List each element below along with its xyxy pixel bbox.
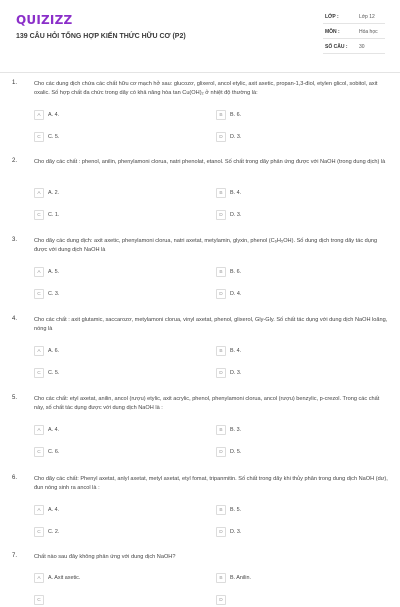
option-text: A. 4.	[48, 507, 60, 513]
option-text: B. Anilin.	[230, 575, 251, 581]
option-a[interactable]	[34, 573, 194, 585]
option-a[interactable]	[34, 346, 194, 358]
option-text: D. 3.	[230, 134, 242, 140]
option-text: B. 5.	[230, 507, 242, 513]
question-text: Cho các chất : axit glutamic, saccarozơ, metylamoni clorua, vinyl axetat, phenol, glixerol, Gly-Gly. Số chất tác dụng với dung dịch NaOH loãng, nóng là	[34, 317, 388, 332]
option-b[interactable]	[216, 505, 376, 517]
option-d[interactable]	[216, 527, 376, 539]
question-number: 3.	[12, 237, 18, 243]
option-b[interactable]	[216, 573, 376, 585]
option-c[interactable]	[34, 289, 194, 301]
option-letter-box: A	[34, 267, 44, 277]
option-letter-box: B	[216, 573, 226, 583]
quizizz-logo: QUIZIZZ	[16, 13, 73, 27]
option-d[interactable]	[216, 595, 376, 607]
option-text: D. 3.	[230, 370, 242, 376]
option-d[interactable]	[216, 368, 376, 380]
option-a[interactable]	[34, 425, 194, 437]
option-letter-box: A	[34, 573, 44, 583]
option-c[interactable]	[34, 527, 194, 539]
question-number: 6.	[12, 475, 18, 481]
option-letter-box: D	[216, 368, 226, 378]
option-letter-box: B	[216, 346, 226, 356]
option-text: B. 4.	[230, 190, 242, 196]
option-letter-box: D	[216, 527, 226, 537]
option-letter-box: D	[216, 595, 226, 605]
question-text: Cho dãy các chất : phenol, anilin, phenylamoni clorua, natri phenolat, etanol. Số chất trong dãy phản ứng được với NaOH (trong dung dịch) là	[34, 159, 386, 165]
option-c[interactable]	[34, 595, 194, 607]
meta-value: Hóa học	[359, 29, 378, 35]
option-letter-box: C	[34, 595, 44, 605]
worksheet-title: 139 CÂU HỎI TỔNG HỢP KIẾN THỨC HỮU CƠ (P2)	[16, 33, 186, 40]
option-d[interactable]	[216, 289, 376, 301]
option-d[interactable]	[216, 210, 376, 222]
option-a[interactable]	[34, 188, 194, 200]
option-text: B. 6.	[230, 269, 242, 275]
meta-question-count	[323, 42, 385, 54]
option-text: C. 3.	[48, 291, 60, 297]
option-text: A. Axit axetic.	[48, 575, 81, 581]
option-letter-box: A	[34, 505, 44, 515]
question-number: 4.	[12, 316, 18, 322]
option-text: D. 4.	[230, 291, 242, 297]
option-c[interactable]	[34, 368, 194, 380]
option-text: C. 1.	[48, 212, 60, 218]
option-text: C. 6.	[48, 449, 60, 455]
question-number: 7.	[12, 553, 18, 559]
worksheet-header	[0, 0, 400, 70]
option-text: A. 4.	[48, 427, 60, 433]
option-text: B. 6.	[230, 112, 242, 118]
option-letter-box: B	[216, 188, 226, 198]
meta-value: 30	[359, 44, 365, 50]
option-text: C. 5.	[48, 134, 60, 140]
question-text: Cho dãy các dung dịch: axit axetic, phenylamoni clorua, natri axetat, metylamin, glyxin, phenol (C₆H₅OH). Số dung dịch trong dãy tác dụng được với dung dịch NaOH là	[34, 238, 378, 253]
option-letter-box: B	[216, 110, 226, 120]
option-letter-box: B	[216, 267, 226, 277]
meta-value: Lớp 12	[359, 14, 375, 20]
option-text: A. 4.	[48, 112, 60, 118]
option-letter-box: C	[34, 447, 44, 457]
question-text: Cho các chất: etyl axetat, anilin, ancol (rượu) etylic, axit acrylic, phenol, phenylamoni clorua, ancol (rượu) benzylic, p-crezol. Trong các chất này, số chất tác dụng được với dung dịch NaOH là :	[34, 396, 380, 411]
option-b[interactable]	[216, 110, 376, 122]
option-c[interactable]	[34, 210, 194, 222]
option-letter-box: A	[34, 110, 44, 120]
option-letter-box: D	[216, 289, 226, 299]
option-letter-box: D	[216, 447, 226, 457]
option-b[interactable]	[216, 346, 376, 358]
option-d[interactable]	[216, 132, 376, 144]
question-text: Chất nào sau đây không phản ứng với dung dịch NaOH?	[34, 554, 176, 560]
option-d[interactable]	[216, 447, 376, 459]
option-letter-box: C	[34, 289, 44, 299]
option-text: A. 2.	[48, 190, 60, 196]
option-letter-box: B	[216, 425, 226, 435]
option-text: A. 6.	[48, 348, 60, 354]
question-number: 2.	[12, 158, 18, 164]
option-text: C. 2.	[48, 529, 60, 535]
question-number: 1.	[12, 80, 18, 86]
question-text: Cho dãy các chất: Phenyl axetat, anlyl axetat, metyl axetat, etyl fomat, tripanmitin. Số chất trong dãy khi thủy phân trong dung dịch NaOH (dư), đun nóng sinh ra ancol là :	[34, 476, 388, 491]
option-text: D. 3.	[230, 529, 242, 535]
option-text: D. 5.	[230, 449, 242, 455]
meta-key: LỚP :	[325, 14, 339, 20]
option-a[interactable]	[34, 110, 194, 122]
question-text: Cho các dung dịch chứa các chất hữu cơ mạch hở sau: glucozơ, glixerol, ancol etylic, axit axetic, propan-1,3-điol, etylen glicol, sobitol, axit oxalic. Số hợp chất đa chức trong dãy có khả năng hòa tan Cu(OH)₂ ở nhiệt độ thường là:	[34, 81, 378, 96]
meta-subject	[323, 27, 385, 39]
option-letter-box: D	[216, 210, 226, 220]
header-divider	[0, 72, 400, 73]
option-c[interactable]	[34, 132, 194, 144]
option-letter-box: A	[34, 425, 44, 435]
option-letter-box: C	[34, 210, 44, 220]
option-letter-box: B	[216, 505, 226, 515]
option-b[interactable]	[216, 188, 376, 200]
option-text: C. 5.	[48, 370, 60, 376]
option-letter-box: A	[34, 188, 44, 198]
question-number: 5.	[12, 395, 18, 401]
option-letter-box: D	[216, 132, 226, 142]
option-text: A. 5.	[48, 269, 60, 275]
option-b[interactable]	[216, 425, 376, 437]
option-text: D. 3.	[230, 212, 242, 218]
option-letter-box: C	[34, 527, 44, 537]
option-c[interactable]	[34, 447, 194, 459]
meta-grade	[323, 12, 385, 24]
option-text: B. 4.	[230, 348, 242, 354]
option-a[interactable]	[34, 505, 194, 517]
meta-key: SỐ CÂU :	[325, 44, 348, 50]
option-letter-box: A	[34, 346, 44, 356]
option-letter-box: C	[34, 368, 44, 378]
option-a[interactable]	[34, 267, 194, 279]
option-b[interactable]	[216, 267, 376, 279]
meta-key: MÔN :	[325, 29, 340, 35]
option-text: B. 3.	[230, 427, 242, 433]
option-letter-box: C	[34, 132, 44, 142]
